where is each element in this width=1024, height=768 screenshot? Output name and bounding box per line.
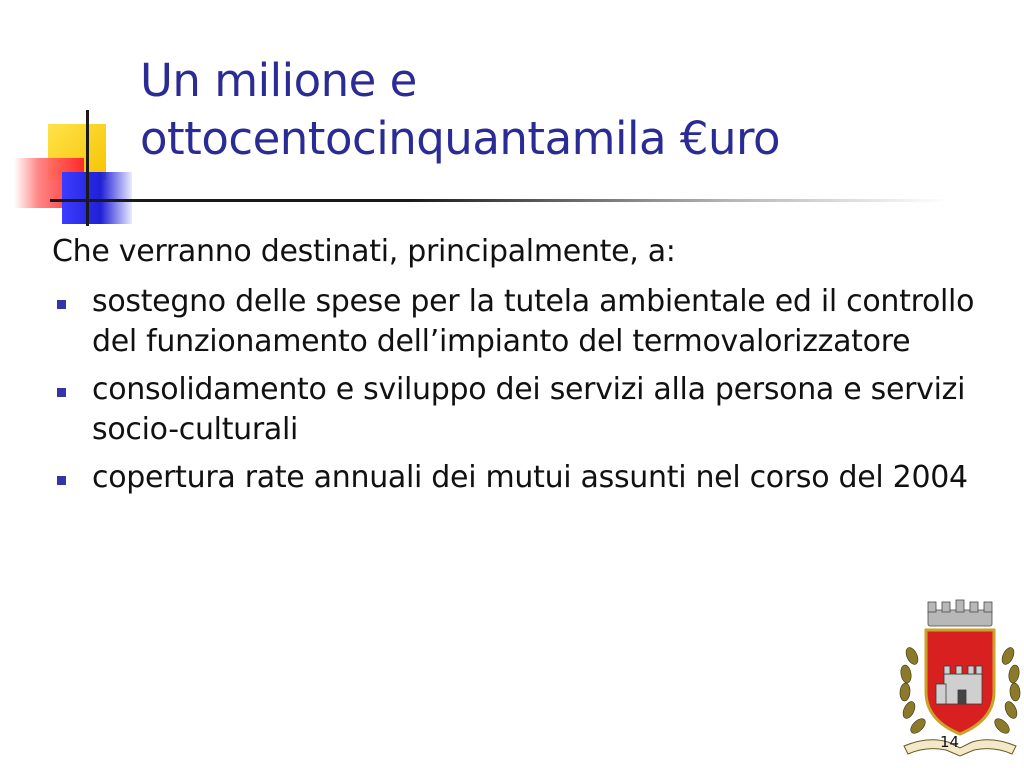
bullet-item: [52, 370, 982, 450]
slide-title: [140, 52, 1000, 168]
bullet-text: copertura rate annuali dei mutui assunti nel corso del 2004: [92, 460, 968, 495]
blue-square: [62, 172, 132, 224]
slide-title-line-2: ottocentocinquantamila €uro: [140, 112, 781, 165]
municipal-crest-icon: [898, 596, 1022, 766]
vertical-rule: [86, 110, 89, 226]
bullet-item: [52, 282, 982, 362]
slide-title-line-1: Un milione e: [140, 54, 417, 107]
intro-text: Che verranno destinati, principalmente, a:: [52, 234, 676, 269]
bullet-item: [52, 458, 982, 498]
bullet-text: sostegno delle spese per la tutela ambientale ed il controllo del funzionamento dell’impianto del termovalorizzatore: [92, 284, 975, 359]
square-bullet-icon: [57, 300, 66, 309]
square-bullet-icon: [57, 476, 66, 485]
title-underline: [50, 199, 950, 202]
bullet-list: [52, 282, 982, 506]
bullet-text: consolidamento e sviluppo dei servizi alla persona e servizi socio-culturali: [92, 372, 966, 447]
page-number: 14: [940, 733, 960, 751]
decorative-squares: [0, 0, 150, 240]
square-bullet-icon: [57, 388, 66, 397]
